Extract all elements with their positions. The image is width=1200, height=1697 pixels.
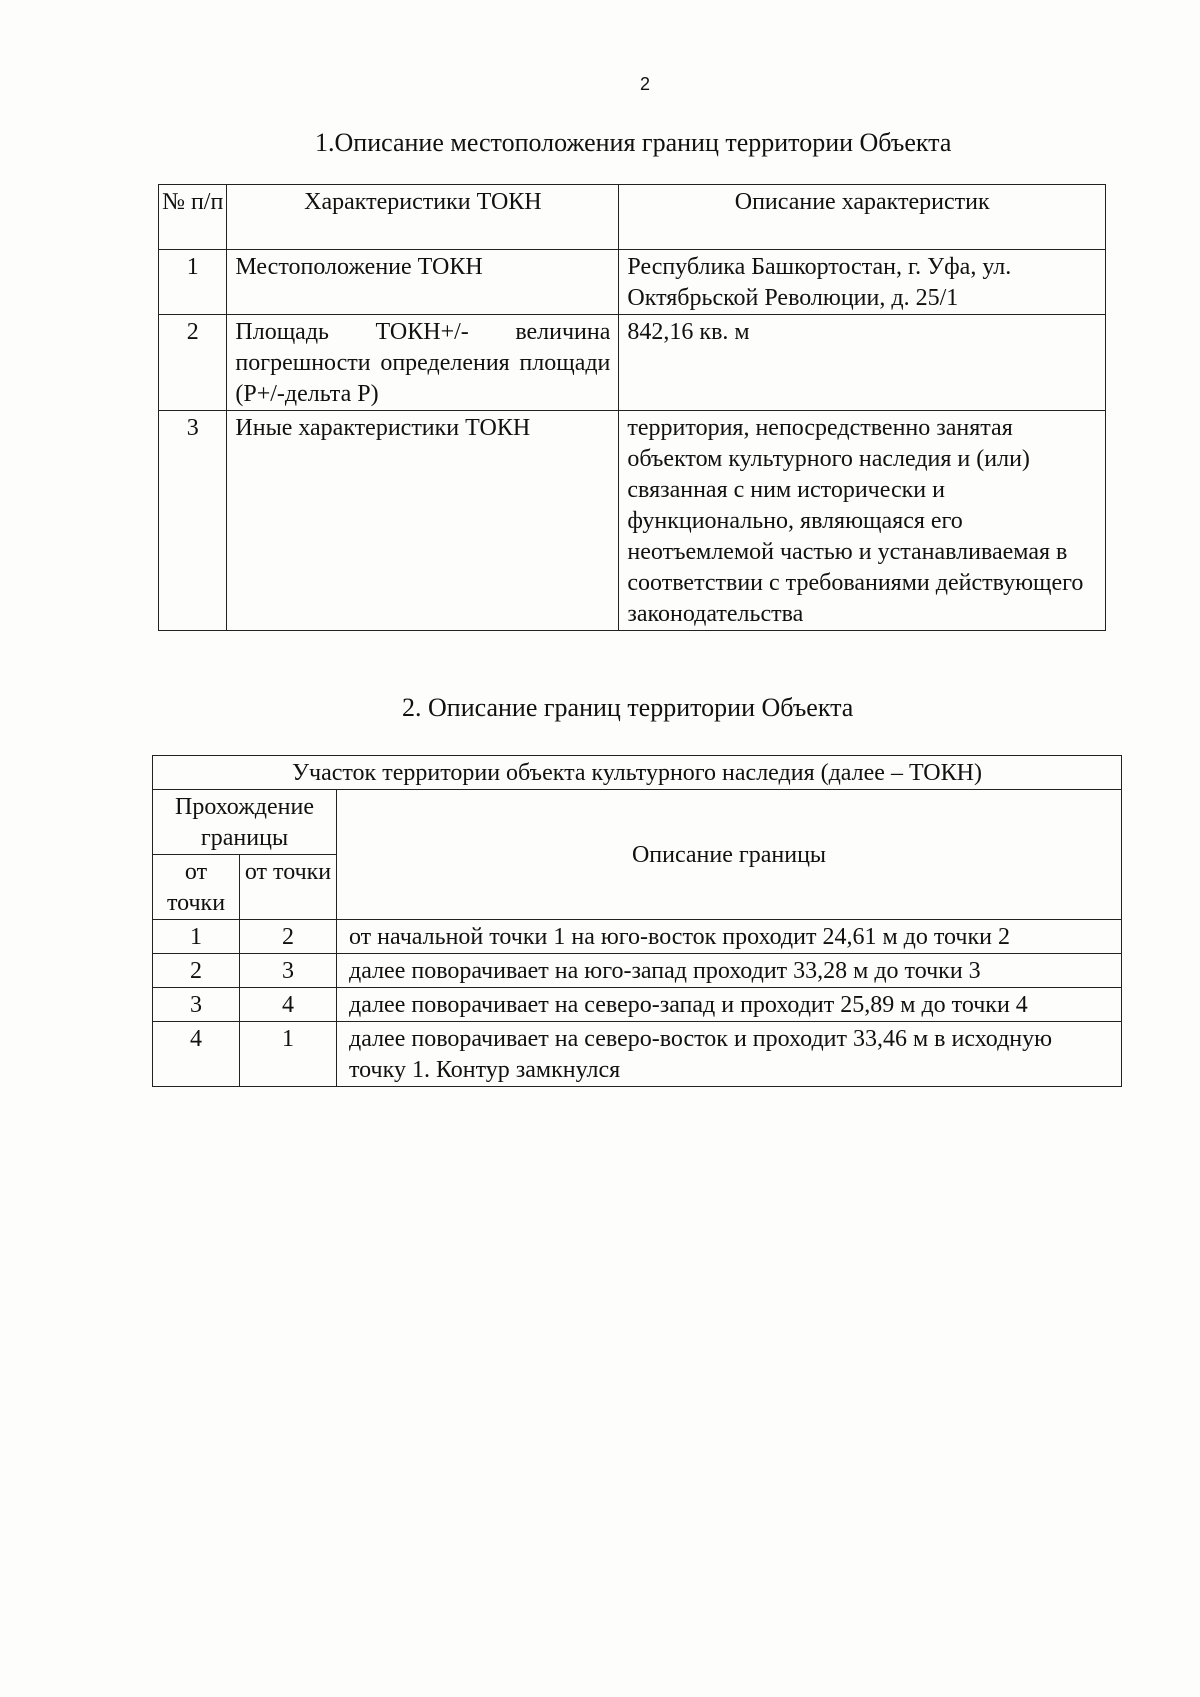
row-to: 3: [240, 954, 337, 988]
row-from: 2: [153, 954, 240, 988]
row-number: 3: [159, 411, 227, 631]
table-row: [153, 920, 1122, 954]
table-row: [153, 1022, 1122, 1087]
row-description: далее поворачивает на северо-восток и проходит 33,46 м в исходную точку 1. Контур замкнулся: [337, 1022, 1122, 1087]
row-description: Республика Башкортостан, г. Уфа, ул. Октябрьской Революции, д. 25/1: [619, 250, 1106, 315]
row-to: 4: [240, 988, 337, 1022]
row-number: 1: [159, 250, 227, 315]
page-number: 2: [640, 74, 651, 94]
header-boundary-description: Описание границы: [337, 790, 1122, 920]
section-2-heading: 2. Описание границ территории Объекта: [402, 693, 854, 722]
table-row: [153, 954, 1122, 988]
table-row: [153, 988, 1122, 1022]
row-description: 842,16 кв. м: [619, 315, 1106, 411]
table-header-row: [153, 790, 1122, 855]
row-description: от начальной точки 1 на юго-восток проходит 24,61 м до точки 2: [337, 920, 1122, 954]
table-row: [159, 411, 1106, 631]
row-from: 3: [153, 988, 240, 1022]
table-header-row: [159, 185, 1106, 250]
header-characteristic: Характеристики ТОКН: [227, 185, 619, 250]
header-to-point: от точки: [240, 855, 337, 920]
row-description: территория, непосредственно занятая объектом культурного наследия и (или) связанная с ним исторически и функционально, являющаяся его неотъемлемой частью и устанавливаемая в соответствии с требованиями действующего законодательства: [619, 411, 1106, 631]
header-number: № п/п: [159, 185, 227, 250]
boundary-table: [152, 755, 1122, 1087]
row-from: 1: [153, 920, 240, 954]
row-characteristic: Местоположение ТОКН: [227, 250, 619, 315]
header-passage: Прохождение границы: [153, 790, 337, 855]
section-1-heading: 1.Описание местоположения границ территории Объекта: [315, 128, 952, 157]
row-description: далее поворачивает на северо-запад и проходит 25,89 м до точки 4: [337, 988, 1122, 1022]
header-from-point: от точки: [153, 855, 240, 920]
row-description: далее поворачивает на юго-запад проходит 33,28 м до точки 3: [337, 954, 1122, 988]
row-to: 2: [240, 920, 337, 954]
row-from: 4: [153, 1022, 240, 1087]
row-to: 1: [240, 1022, 337, 1087]
row-characteristic: Площадь ТОКН+/- величина погрешности определения площади (Р+/-дельта Р): [227, 315, 619, 411]
table-title: Участок территории объекта культурного наследия (далее – ТОКН): [153, 756, 1122, 790]
location-table: [158, 184, 1106, 631]
header-description: Описание характеристик: [619, 185, 1106, 250]
table-row: [159, 250, 1106, 315]
table-title-row: [153, 756, 1122, 790]
table-row: [159, 315, 1106, 411]
row-number: 2: [159, 315, 227, 411]
row-characteristic: Иные характеристики ТОКН: [227, 411, 619, 631]
